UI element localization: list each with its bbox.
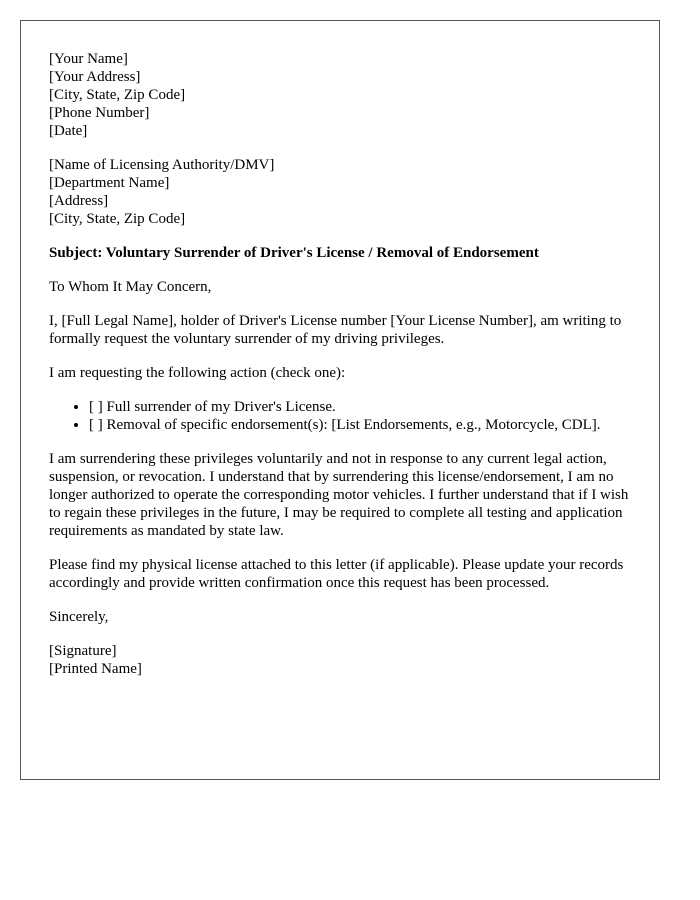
subject-line: Subject: Voluntary Surrender of Driver's License / Removal of Endorsement: [49, 245, 539, 261]
sender-phone: [Phone Number]: [49, 105, 150, 121]
letter-date: [Date]: [49, 123, 88, 139]
recipient-city-state-zip: [City, State, Zip Code]: [49, 211, 186, 227]
option-remove-endorsement: • [ ] Removal of specific endorsement(s): [List Endorsements, e.g., Motorcycle, CDL].: [89, 416, 637, 434]
option-full-surrender: • [ ] Full surrender of my Driver's License.: [89, 398, 637, 416]
options-list: [49, 398, 637, 434]
paragraph-intro: I, [Full Legal Name], holder of Driver's License number [Your License Number], am writing to formally request the voluntary surrender of my driving privileges.: [49, 313, 622, 347]
signature-placeholder: [Signature]: [49, 643, 117, 659]
closing: Sincerely,: [49, 609, 109, 625]
sender-block: [49, 50, 637, 140]
signature-block: [49, 642, 637, 678]
paragraph-attachment: Please find my physical license attached to this letter (if applicable). Please update your records accordingly and provide written confirmation once this request has been processed.: [49, 557, 624, 591]
letter-page: [20, 20, 660, 780]
sender-city-state-zip: [City, State, Zip Code]: [49, 87, 186, 103]
recipient-authority: [Name of Licensing Authority/DMV]: [49, 157, 275, 173]
printed-name-placeholder: [Printed Name]: [49, 661, 142, 677]
recipient-address: [Address]: [49, 193, 109, 209]
sender-address: [Your Address]: [49, 69, 141, 85]
recipient-block: [49, 156, 637, 228]
paragraph-request: I am requesting the following action (check one):: [49, 365, 346, 381]
sender-name: [Your Name]: [49, 51, 128, 67]
paragraph-voluntary: I am surrendering these privileges voluntarily and not in response to any current legal action, suspension, or revocation. I understand that by surrendering this license/endorsement, I am no longer authorized to operate the corresponding motor vehicles. I further understand that if I wish to regain these privileges in the future, I may be required to complete all testing and application requirements as mandated by state law.: [49, 451, 629, 539]
letter-content: [49, 50, 637, 694]
salutation: To Whom It May Concern,: [49, 279, 212, 295]
recipient-department: [Department Name]: [49, 175, 170, 191]
